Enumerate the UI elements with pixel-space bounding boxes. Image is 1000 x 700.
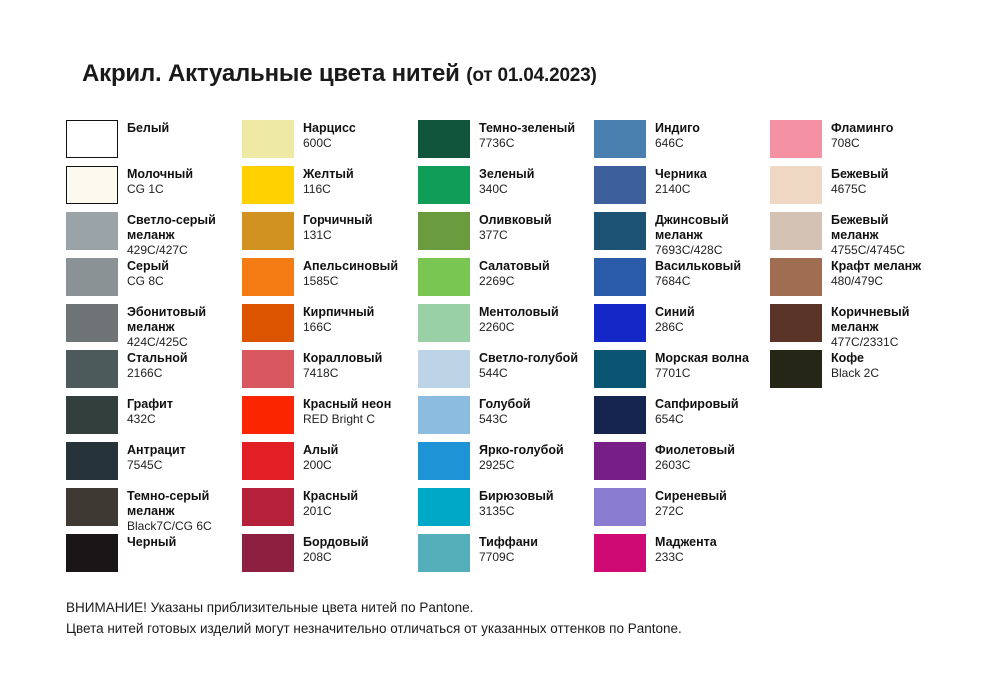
- color-code: 3135C: [479, 503, 515, 518]
- color-code: 377C: [479, 227, 508, 242]
- swatch-labels: [470, 534, 538, 564]
- color-chip: [770, 120, 822, 158]
- page-title: [82, 60, 597, 88]
- swatch-labels: [470, 258, 550, 288]
- color-chip: [770, 258, 822, 296]
- swatch-row: [242, 120, 404, 166]
- swatch-row: [242, 442, 404, 488]
- swatch-row: [594, 166, 756, 212]
- color-name: Горчичный: [303, 213, 373, 227]
- color-code: 600C: [303, 135, 332, 150]
- color-name: Светло-серый меланж: [127, 213, 216, 242]
- swatch-row: [418, 396, 580, 442]
- color-name: Черный: [127, 535, 177, 549]
- color-chip: [770, 166, 822, 204]
- color-name: Фламинго: [831, 121, 894, 135]
- color-name: Стальной: [127, 351, 188, 365]
- swatch-labels: [118, 212, 228, 257]
- color-name: Морская волна: [655, 351, 749, 365]
- color-code: 7701C: [655, 365, 691, 380]
- color-chip: [66, 166, 118, 204]
- swatch-row: [418, 442, 580, 488]
- swatch-row: [418, 166, 580, 212]
- color-chip: [66, 120, 118, 158]
- color-chip: [66, 350, 118, 388]
- swatch-row: [770, 350, 932, 396]
- color-name: Голубой: [479, 397, 531, 411]
- swatch-labels: [118, 534, 176, 550]
- color-code: RED Bright C: [303, 411, 376, 426]
- color-code: 424C/425C: [127, 334, 188, 349]
- swatch-grid: [66, 120, 946, 580]
- color-chip: [594, 120, 646, 158]
- swatch-row: [418, 212, 580, 258]
- swatch-row: [66, 396, 228, 442]
- swatch-labels: [294, 350, 382, 380]
- swatch-row: [66, 212, 228, 258]
- swatch-labels: [646, 350, 749, 380]
- color-chip: [594, 304, 646, 342]
- color-code: 208C: [303, 549, 332, 564]
- color-code: 2269C: [479, 273, 515, 288]
- color-chip: [594, 534, 646, 572]
- color-chip: [66, 258, 118, 296]
- color-chip: [242, 212, 294, 250]
- swatch-labels: [470, 488, 554, 518]
- swatch-row: [66, 120, 228, 166]
- color-code: 708C: [831, 135, 860, 150]
- footer-line-2: Цвета нитей готовых изделий могут незначительно отличаться от указанных оттенков по Pantone.: [66, 620, 682, 636]
- color-name: Бежевый: [831, 167, 889, 181]
- color-code: 2166C: [127, 365, 163, 380]
- color-chip: [66, 212, 118, 250]
- swatch-labels: [294, 396, 391, 426]
- swatch-labels: [118, 350, 188, 380]
- color-code: 201C: [303, 503, 332, 518]
- color-chip: [594, 350, 646, 388]
- swatch-labels: [118, 442, 186, 472]
- color-chip: [66, 442, 118, 480]
- swatch-labels: [470, 396, 531, 426]
- color-chip: [594, 396, 646, 434]
- color-code: 429C/427C: [127, 242, 188, 257]
- color-code: 4675C: [831, 181, 867, 196]
- swatch-labels: [294, 212, 373, 242]
- color-chip: [66, 396, 118, 434]
- color-name: Черника: [655, 167, 707, 181]
- swatch-labels: [470, 166, 534, 196]
- swatch-row: [770, 258, 932, 304]
- swatch-row: [242, 166, 404, 212]
- color-chip: [594, 166, 646, 204]
- swatch-row: [594, 396, 756, 442]
- color-code: 544C: [479, 365, 508, 380]
- swatch-column: [418, 120, 580, 580]
- color-chip: [66, 488, 118, 526]
- swatch-row: [770, 120, 932, 166]
- color-code: 7418C: [303, 365, 339, 380]
- swatch-labels: [646, 120, 700, 150]
- color-name: Серый: [127, 259, 169, 273]
- color-code: 131C: [303, 227, 332, 242]
- color-chip: [418, 212, 470, 250]
- swatch-labels: [822, 258, 921, 288]
- color-name: Эбонитовый меланж: [127, 305, 207, 334]
- color-name: Желтый: [303, 167, 354, 181]
- color-name: Зеленый: [479, 167, 535, 181]
- color-name: Апельсиновый: [303, 259, 399, 273]
- swatch-row: [66, 166, 228, 212]
- swatch-labels: [646, 442, 735, 472]
- color-chip: [418, 120, 470, 158]
- swatch-labels: [118, 258, 169, 288]
- color-name: Синий: [655, 305, 695, 319]
- swatch-labels: [294, 442, 338, 472]
- color-chip: [594, 212, 646, 250]
- swatch-row: [242, 396, 404, 442]
- color-name: Красный неон: [303, 397, 392, 411]
- swatch-row: [418, 258, 580, 304]
- swatch-row: [594, 258, 756, 304]
- page-title-main: Акрил. Актуальные цвета нитей: [82, 60, 467, 87]
- color-name: Темно-зеленый: [479, 121, 576, 135]
- color-chip: [242, 534, 294, 572]
- swatch-row: [418, 534, 580, 580]
- color-chip: [242, 166, 294, 204]
- swatch-row: [594, 442, 756, 488]
- color-name: Алый: [303, 443, 339, 457]
- color-code: 477C/2331C: [831, 334, 899, 349]
- page-title-sub: (от 01.04.2023): [466, 65, 597, 86]
- color-name: Ярко-голубой: [479, 443, 564, 457]
- swatch-labels: [470, 350, 578, 380]
- color-name: Фиолетовый: [655, 443, 735, 457]
- swatch-row: [594, 120, 756, 166]
- color-code: 480/479C: [831, 273, 884, 288]
- color-chip: [242, 488, 294, 526]
- swatch-row: [242, 488, 404, 534]
- color-code: 233C: [655, 549, 684, 564]
- swatch-row: [594, 304, 756, 350]
- color-chip: [594, 258, 646, 296]
- swatch-labels: [470, 442, 564, 472]
- swatch-labels: [822, 166, 888, 196]
- color-code: 2925C: [479, 457, 515, 472]
- swatch-row: [418, 488, 580, 534]
- color-chip: [66, 304, 118, 342]
- color-code: 340C: [479, 181, 508, 196]
- swatch-labels: [646, 258, 741, 288]
- color-chip: [418, 534, 470, 572]
- color-code: 2140C: [655, 181, 691, 196]
- color-name: Тиффани: [479, 535, 538, 549]
- swatch-row: [66, 534, 228, 580]
- swatch-labels: [646, 488, 727, 518]
- color-name: Коралловый: [303, 351, 383, 365]
- color-chip: [770, 304, 822, 342]
- swatch-labels: [646, 534, 717, 564]
- color-code: Black7C/CG 6C: [127, 518, 212, 533]
- swatch-labels: [294, 166, 354, 196]
- footer-note: [66, 598, 682, 640]
- color-chip: [242, 442, 294, 480]
- color-name: Бежевый меланж: [831, 213, 889, 242]
- swatch-labels: [294, 120, 356, 150]
- color-name: Молочный: [127, 167, 194, 181]
- color-code: 272C: [655, 503, 684, 518]
- swatch-labels: [470, 304, 559, 334]
- swatch-labels: [118, 396, 173, 426]
- swatch-row: [418, 304, 580, 350]
- color-chip: [418, 350, 470, 388]
- color-code: Black 2C: [831, 365, 880, 380]
- color-code: CG 1C: [127, 181, 164, 196]
- color-chip: [418, 304, 470, 342]
- swatch-row: [594, 534, 756, 580]
- swatch-labels: [118, 488, 228, 533]
- color-code: 7693C/428C: [655, 242, 723, 257]
- swatch-labels: [470, 212, 552, 242]
- swatch-labels: [294, 488, 358, 518]
- color-name: Белый: [127, 121, 170, 135]
- color-name: Кирпичный: [303, 305, 375, 319]
- swatch-row: [242, 258, 404, 304]
- color-name: Индиго: [655, 121, 700, 135]
- swatch-row: [594, 212, 756, 258]
- color-chip: [242, 120, 294, 158]
- color-name: Антрацит: [127, 443, 186, 457]
- color-name: Бордовый: [303, 535, 369, 549]
- color-code: 654C: [655, 411, 684, 426]
- color-chip: [594, 442, 646, 480]
- swatch-row: [242, 212, 404, 258]
- color-name: Сапфировый: [655, 397, 739, 411]
- swatch-row: [418, 350, 580, 396]
- color-code: 286C: [655, 319, 684, 334]
- swatch-labels: [822, 304, 932, 349]
- swatch-labels: [470, 120, 575, 150]
- color-chip: [770, 212, 822, 250]
- swatch-row: [66, 304, 228, 350]
- color-chip: [66, 534, 118, 572]
- swatch-row: [66, 442, 228, 488]
- color-name: Кофе: [831, 351, 864, 365]
- color-chip: [242, 258, 294, 296]
- swatch-row: [418, 120, 580, 166]
- swatch-row: [242, 534, 404, 580]
- color-name: Графит: [127, 397, 173, 411]
- color-chip: [418, 488, 470, 526]
- swatch-labels: [822, 212, 932, 257]
- color-code: 116C: [303, 181, 331, 196]
- color-chip: [594, 488, 646, 526]
- color-name: Оливковый: [479, 213, 552, 227]
- color-name: Маджента: [655, 535, 717, 549]
- color-code: 7545C: [127, 457, 163, 472]
- color-chip: [242, 304, 294, 342]
- swatch-labels: [118, 166, 193, 196]
- color-code: CG 8C: [127, 273, 164, 288]
- color-code: 432C: [127, 411, 156, 426]
- swatch-labels: [822, 350, 879, 380]
- swatch-labels: [294, 534, 369, 564]
- swatch-column: [242, 120, 404, 580]
- swatch-column: [770, 120, 932, 580]
- color-code: 4755C/4745C: [831, 242, 906, 257]
- swatch-labels: [646, 166, 707, 196]
- swatch-row: [66, 258, 228, 304]
- swatch-labels: [118, 120, 169, 136]
- swatch-column: [594, 120, 756, 580]
- color-code: 646C: [655, 135, 684, 150]
- color-code: 543C: [479, 411, 508, 426]
- footer-line-1: ВНИМАНИЕ! Указаны приблизительные цвета нитей по Pantone.: [66, 600, 474, 615]
- swatch-row: [242, 304, 404, 350]
- color-name: Нарцисс: [303, 121, 356, 135]
- swatch-labels: [118, 304, 228, 349]
- color-code: 7709C: [479, 549, 515, 564]
- swatch-column: [66, 120, 228, 580]
- color-name: Сиреневый: [655, 489, 727, 503]
- color-code: 2260C: [479, 319, 515, 334]
- swatch-labels: [822, 120, 893, 150]
- swatch-labels: [646, 304, 695, 334]
- swatch-row: [66, 350, 228, 396]
- color-code: 7736C: [479, 135, 515, 150]
- swatch-row: [770, 304, 932, 350]
- color-code: 200C: [303, 457, 332, 472]
- swatch-labels: [646, 396, 739, 426]
- color-name: Васильковый: [655, 259, 742, 273]
- color-name: Бирюзовый: [479, 489, 554, 503]
- color-chip: [418, 442, 470, 480]
- swatch-row: [594, 350, 756, 396]
- swatch-labels: [294, 304, 374, 334]
- color-name: Ментоловый: [479, 305, 559, 319]
- color-name: Темно-серый меланж: [127, 489, 210, 518]
- swatch-labels: [646, 212, 756, 257]
- swatch-row: [594, 488, 756, 534]
- color-code: 1585C: [303, 273, 339, 288]
- color-name: Светло-голубой: [479, 351, 578, 365]
- color-chip: [242, 396, 294, 434]
- color-code: 2603C: [655, 457, 691, 472]
- color-name: Джинсовый меланж: [655, 213, 729, 242]
- color-name: Красный: [303, 489, 359, 503]
- swatch-row: [770, 212, 932, 258]
- color-chip: [770, 350, 822, 388]
- color-name: Коричневый меланж: [831, 305, 910, 334]
- swatch-row: [66, 488, 228, 534]
- color-name: Салатовый: [479, 259, 550, 273]
- swatch-row: [242, 350, 404, 396]
- color-chip: [242, 350, 294, 388]
- color-name: Крафт меланж: [831, 259, 922, 273]
- swatch-row: [770, 166, 932, 212]
- color-chip: [418, 396, 470, 434]
- color-chip: [418, 166, 470, 204]
- color-chip: [418, 258, 470, 296]
- color-code: 7684C: [655, 273, 691, 288]
- color-code: 166C: [303, 319, 332, 334]
- swatch-labels: [294, 258, 398, 288]
